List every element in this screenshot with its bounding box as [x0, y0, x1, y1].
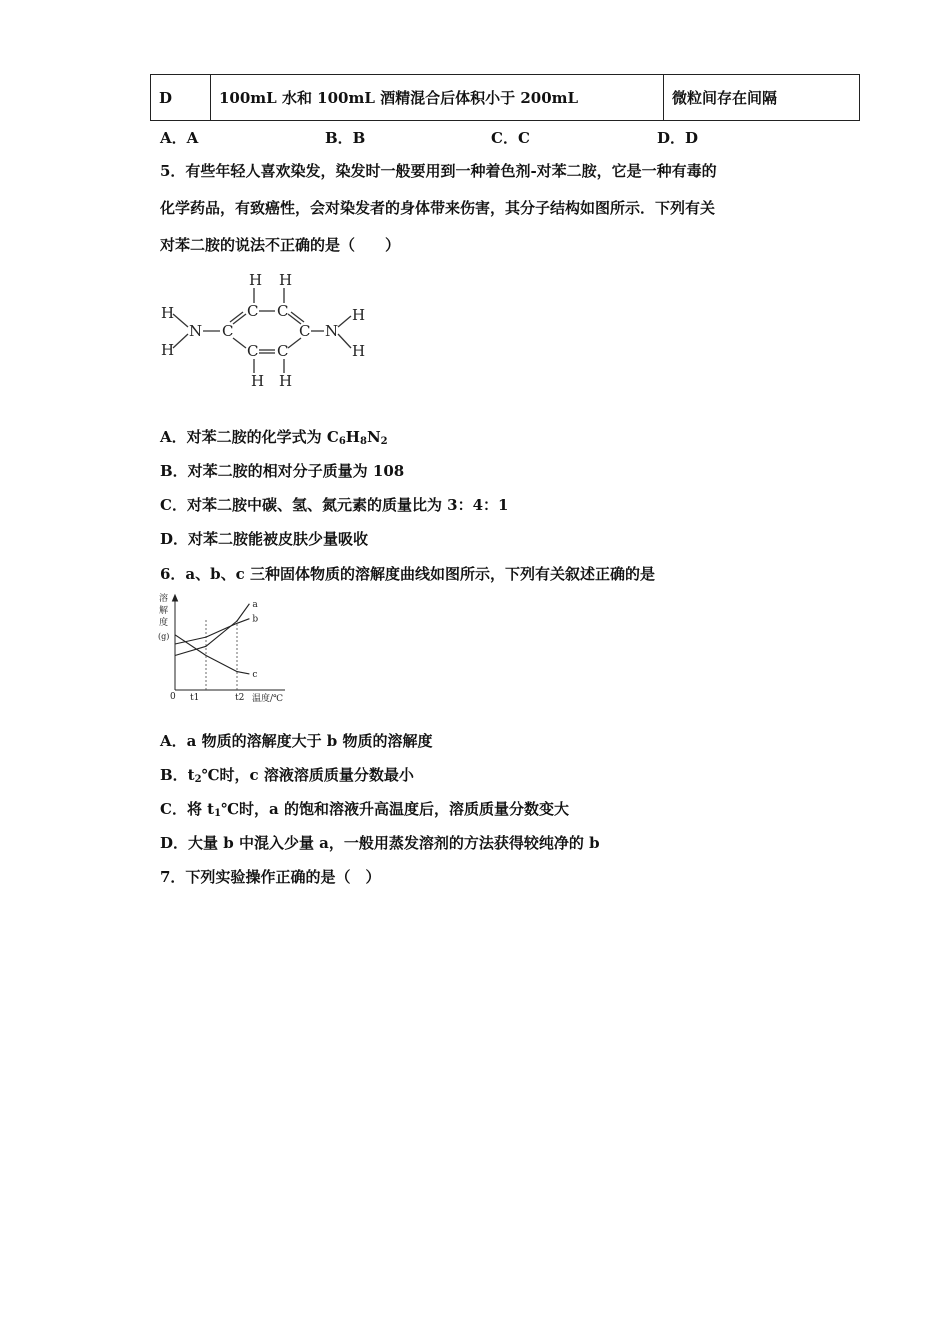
answer-table [150, 74, 860, 121]
atom-c: C [277, 302, 289, 320]
q5-stem-line-2: 化学药品，有致癌性，会对染发者的身体带来伤害，其分子结构如图所示．下列有关 [160, 199, 716, 217]
q6-option-c[interactable] [160, 799, 569, 824]
q5-option-d[interactable]: D．对苯二胺能被皮肤少量吸收 [160, 530, 369, 548]
q4-option-d[interactable]: D．D [657, 129, 699, 147]
series-label-a: a [252, 599, 258, 610]
q5-stem-line-1: 5．有些年轻人喜欢染发，染发时一般要用到一种着色剂-对苯二胺，它是一种有毒的 [160, 162, 717, 180]
origin-label: 0 [170, 692, 176, 702]
y-axis-label-char: (g) [158, 632, 170, 641]
atom-h: H [352, 306, 366, 324]
x-axis-label: 温度/℃ [252, 694, 284, 704]
atom-c: C [247, 302, 259, 320]
atom-n: N [325, 322, 339, 340]
atom-c: C [277, 342, 289, 360]
solubility-chart [155, 590, 295, 708]
y-axis-label-char: 解 [159, 606, 169, 616]
q5-stem-line-3: 对苯二胺的说法不正确的是（ ） [160, 236, 401, 254]
q6-option-c-text: ℃时，a 的饱和溶液升高温度后，溶质质量分数变大 [221, 800, 569, 818]
q5-option-a-text: A．对苯二胺的化学式为 C [160, 428, 339, 446]
q4-option-a[interactable]: A．A [160, 129, 199, 147]
y-axis-arrow [173, 595, 178, 601]
atom-c: C [222, 322, 234, 340]
atom-c: C [247, 342, 259, 360]
atom-c: C [299, 322, 311, 340]
q5-option-b[interactable]: B．对苯二胺的相对分子质量为 108 [160, 462, 405, 480]
atom-n: N [189, 322, 203, 340]
molecule-structure-diagram [155, 268, 385, 393]
formula-h: H [345, 428, 360, 446]
atom-h: H [161, 341, 175, 359]
subscript: 2 [194, 774, 202, 785]
formula-n: N [366, 428, 381, 446]
q6-option-b-text: B．t [160, 766, 195, 784]
q5-option-a[interactable] [160, 427, 388, 452]
series-line-b [175, 619, 249, 644]
subscript: 2 [380, 436, 388, 447]
atom-h: H [352, 342, 366, 360]
atom-h: H [161, 304, 175, 322]
q7-stem: 7．下列实验操作正确的是（ ） [160, 868, 381, 886]
q6-option-d[interactable]: D．大量 b 中混入少量 a，一般用蒸发溶剂的方法获得较纯净的 b [160, 834, 600, 852]
table-cell-phenomenon: 100mL 水和 100mL 酒精混合后体积小于 200mL [211, 75, 664, 121]
series-label-b: b [252, 614, 259, 625]
x-tick-label: t1 [190, 693, 200, 703]
series-line-a [175, 604, 249, 656]
q4-option-c[interactable]: C．C [491, 129, 530, 147]
subscript: 8 [359, 436, 367, 447]
q4-option-b[interactable]: B．B [325, 129, 366, 147]
q6-option-a[interactable]: A．a 物质的溶解度大于 b 物质的溶解度 [160, 732, 433, 750]
q6-stem: 6．a、b、c 三种固体物质的溶解度曲线如图所示，下列有关叙述正确的是 [160, 565, 656, 583]
y-axis-label-char: 度 [159, 618, 169, 628]
subscript: 1 [214, 808, 222, 819]
q6-option-c-text: C．将 t [160, 800, 215, 818]
table-cell-label: D [151, 75, 211, 121]
table-cell-explanation: 微粒间存在间隔 [664, 75, 860, 121]
atom-h: H [279, 271, 293, 289]
q6-option-b-text: ℃时，c 溶液溶质质量分数最小 [201, 766, 414, 784]
subscript: 6 [338, 436, 346, 447]
y-axis-label-char: 溶 [159, 594, 169, 604]
x-tick-label: t2 [235, 693, 245, 703]
table-row [151, 75, 860, 121]
q6-option-b[interactable] [160, 765, 414, 790]
atom-h: H [279, 372, 293, 390]
q5-option-c[interactable]: C．对苯二胺中碳、氢、氮元素的质量比为 3：4：1 [160, 496, 509, 514]
series-label-c: c [252, 669, 258, 680]
atom-h: H [249, 271, 263, 289]
atom-h: H [251, 372, 265, 390]
